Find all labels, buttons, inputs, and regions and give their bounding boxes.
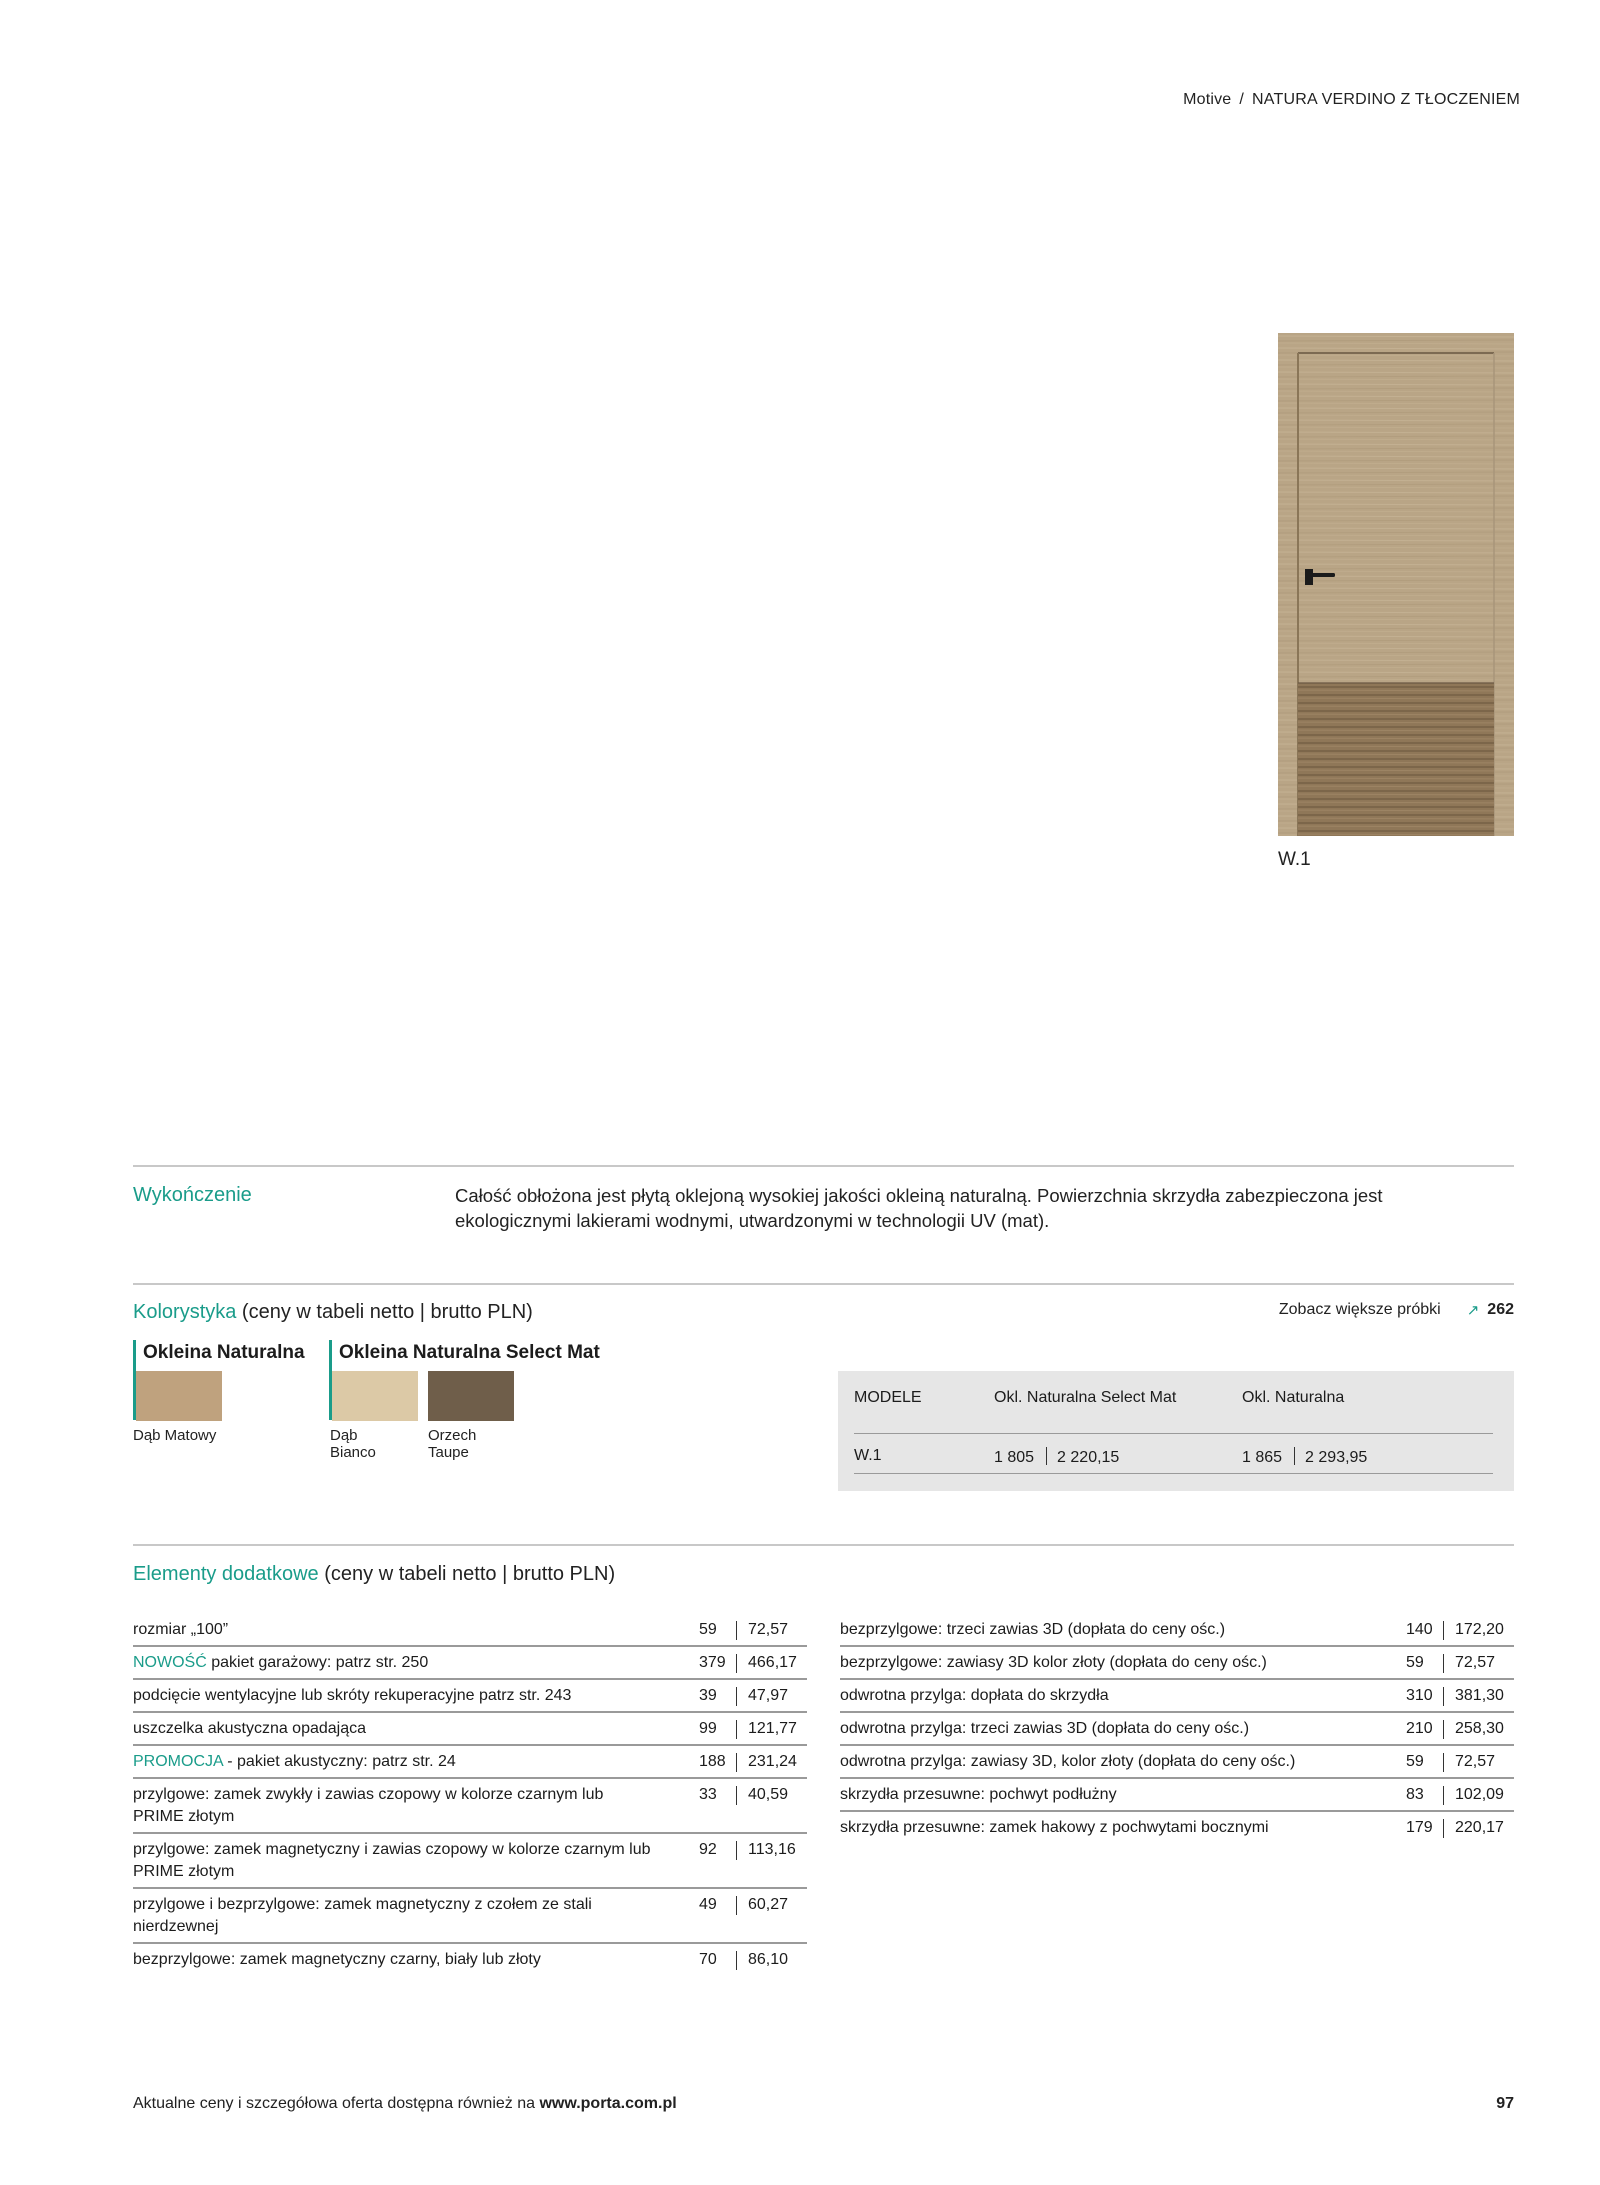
- extras-description-text: bezprzylgowe: zamek magnetyczny czarny, biały lub złoty: [133, 1951, 541, 1968]
- extras-price-net: 140: [1406, 1621, 1433, 1638]
- extras-price-net: 59: [699, 1621, 717, 1638]
- extras-description-text: skrzydła przesuwne: pochwyt podłużny: [840, 1786, 1117, 1803]
- price-header-select-mat: Okl. Naturalna Select Mat: [994, 1389, 1177, 1406]
- breadcrumb-separator: /: [1239, 91, 1245, 108]
- extras-price-net: 49: [699, 1896, 717, 1913]
- extras-price-net: 33: [699, 1786, 717, 1803]
- divider: [133, 1283, 1514, 1285]
- extras-description: [133, 1839, 653, 1883]
- extras-row: [133, 1746, 807, 1779]
- swatch-name-line: Dąb Matowy: [133, 1427, 217, 1444]
- extras-price-gross: 113,16: [748, 1841, 796, 1858]
- extras-list-left: [133, 1614, 807, 1975]
- extras-row: [840, 1680, 1514, 1713]
- price-select-mat: [994, 1447, 1119, 1467]
- extras-description: [133, 1685, 653, 1707]
- extras-price-net: 70: [699, 1951, 717, 1968]
- samples-page-number[interactable]: 262: [1487, 1301, 1514, 1318]
- price-net: 1 865: [1242, 1449, 1283, 1466]
- extras-description-text: - pakiet akustyczny: patrz str. 24: [222, 1753, 456, 1770]
- extras-price-gross: 47,97: [748, 1687, 789, 1704]
- footer-text: Aktualne ceny i szczegółowa oferta dostępna również na: [133, 2095, 540, 2112]
- door-figure: [1278, 333, 1514, 871]
- price-separator: [736, 1621, 737, 1640]
- samples-link[interactable]: [1279, 1301, 1514, 1319]
- breadcrumb: [1183, 91, 1520, 109]
- extras-price-net: 379: [699, 1654, 726, 1671]
- price-separator: [1443, 1621, 1444, 1640]
- extras-price-net: 83: [1406, 1786, 1424, 1803]
- door-image: [1278, 333, 1514, 836]
- extras-description-text: przylgowe: zamek zwykły i zawias czopowy w kolorze czarnym lub PRIME złotym: [133, 1786, 604, 1825]
- extras-row: [840, 1713, 1514, 1746]
- extras-price-gross: 72,57: [1455, 1654, 1496, 1671]
- extras-price-gross: 86,10: [748, 1951, 789, 1968]
- extras-price-gross: 60,27: [748, 1896, 789, 1913]
- extras-description-text: przylgowe: zamek magnetyczny i zawias czopowy w kolorze czarnym lub PRIME złotym: [133, 1841, 651, 1880]
- table-rule: [854, 1433, 1493, 1434]
- extras-tag: NOWOŚĆ: [133, 1654, 207, 1671]
- price-separator: [736, 1720, 737, 1739]
- extras-row: [133, 1889, 807, 1944]
- price-gross: 2 220,15: [1057, 1449, 1120, 1466]
- price-separator: [1443, 1819, 1444, 1838]
- extras-description: [133, 1751, 653, 1773]
- price-model: W.1: [854, 1447, 882, 1464]
- extras-price-gross: 466,17: [748, 1654, 797, 1671]
- swatch-name-line: Orzech: [428, 1427, 477, 1444]
- divider: [133, 1544, 1514, 1546]
- colors-title: [133, 1301, 533, 1324]
- extras-price-gross: 381,30: [1455, 1687, 1504, 1704]
- price-separator: [736, 1753, 737, 1772]
- price-separator: [736, 1654, 737, 1673]
- footer-note: [133, 2095, 677, 2113]
- swatch-name-line: Bianco: [330, 1444, 376, 1461]
- extras-list-right: [840, 1614, 1514, 1843]
- extras-row: [840, 1647, 1514, 1680]
- extras-description: [840, 1817, 1360, 1839]
- swatch-dab-bianco[interactable]: [332, 1371, 418, 1421]
- extras-description-text: pakiet garażowy: patrz str. 250: [206, 1654, 429, 1671]
- extras-price-gross: 40,59: [748, 1786, 789, 1803]
- extras-description-text: bezprzylgowe: zawiasy 3D kolor złoty (dopłata do ceny ośc.): [840, 1654, 1267, 1671]
- door-caption: W.1: [1278, 849, 1311, 870]
- extras-title-rest: (ceny w tabeli netto | brutto PLN): [318, 1563, 616, 1585]
- finish-label: Wykończenie: [133, 1184, 252, 1206]
- extras-price-net: 92: [699, 1841, 717, 1858]
- colors-title-rest: (ceny w tabeli netto | brutto PLN): [236, 1301, 533, 1323]
- extras-description-text: rozmiar „100”: [133, 1621, 229, 1638]
- extras-price-net: 39: [699, 1687, 717, 1704]
- extras-row: [840, 1779, 1514, 1812]
- extras-price-net: 99: [699, 1720, 717, 1737]
- swatch-name-line: Taupe: [428, 1444, 469, 1461]
- extras-price-net: 210: [1406, 1720, 1433, 1737]
- extras-price-net: 59: [1406, 1654, 1424, 1671]
- extras-row: [840, 1812, 1514, 1843]
- price-natural: [1242, 1447, 1367, 1467]
- extras-description: [840, 1718, 1360, 1740]
- extras-row: [133, 1680, 807, 1713]
- price-separator: [1443, 1786, 1444, 1805]
- extras-price-gross: 121,77: [748, 1720, 797, 1737]
- extras-price-gross: 220,17: [1455, 1819, 1504, 1836]
- swatch-orzech-taupe[interactable]: [428, 1371, 514, 1421]
- extras-price-gross: 172,20: [1455, 1621, 1504, 1638]
- price-separator: [1443, 1720, 1444, 1739]
- price-header-natural: Okl. Naturalna: [1242, 1389, 1345, 1406]
- extras-description: [133, 1619, 653, 1641]
- extras-description: [133, 1652, 653, 1674]
- table-rule: [854, 1473, 1493, 1474]
- price-separator: [1443, 1753, 1444, 1772]
- extras-row: [133, 1834, 807, 1889]
- extras-description: [840, 1685, 1360, 1707]
- swatch-group-title: Okleina Naturalna: [143, 1342, 305, 1363]
- extras-description-text: przylgowe i bezprzylgowe: zamek magnetyczny z czołem ze stali nierdzewnej: [133, 1896, 592, 1935]
- extras-row: [840, 1614, 1514, 1647]
- price-separator: [736, 1896, 737, 1915]
- extras-row: [133, 1944, 807, 1975]
- extras-row: [133, 1713, 807, 1746]
- extras-description-text: odwrotna przylga: dopłata do skrzydła: [840, 1687, 1109, 1704]
- price-separator: [1294, 1447, 1295, 1465]
- extras-description: [840, 1619, 1360, 1641]
- swatch-group-title: Okleina Naturalna Select Mat: [339, 1342, 600, 1363]
- extras-description-text: odwrotna przylga: trzeci zawias 3D (dopłata do ceny ośc.): [840, 1720, 1250, 1737]
- extras-description-text: bezprzylgowe: trzeci zawias 3D (dopłata do ceny ośc.): [840, 1621, 1226, 1638]
- price-table: [838, 1371, 1514, 1491]
- extras-price-net: 310: [1406, 1687, 1433, 1704]
- extras-description: [840, 1652, 1360, 1674]
- extras-description: [133, 1894, 653, 1938]
- colors-title-accent: Kolorystyka: [133, 1301, 237, 1323]
- extras-price-gross: 231,24: [748, 1753, 797, 1770]
- swatch-dab-matowy[interactable]: [136, 1371, 222, 1421]
- extras-row: [840, 1746, 1514, 1779]
- extras-row: [133, 1647, 807, 1680]
- price-gross: 2 293,95: [1305, 1449, 1368, 1466]
- finish-description: Całość obłożona jest płytą oklejoną wysokiej jakości okleiną naturalną. Powierzchnia skrzydła zabezpieczona jest ekologicznymi lakierami wodnymi, utwardzonymi w technologii UV (mat).: [455, 1185, 1383, 1231]
- extras-price-gross: 258,30: [1455, 1720, 1504, 1737]
- extras-description-text: skrzydła przesuwne: zamek hakowy z pochwytami bocznymi: [840, 1819, 1269, 1836]
- extras-tag: PROMOCJA: [133, 1753, 223, 1770]
- page-number: 97: [1496, 2095, 1514, 2112]
- price-separator: [1443, 1687, 1444, 1706]
- swatch-name: [133, 1427, 216, 1444]
- price-separator: [736, 1951, 737, 1970]
- arrow-up-right-icon[interactable]: ↗: [1466, 1302, 1480, 1319]
- extras-description: [840, 1784, 1360, 1806]
- extras-title-accent: Elementy dodatkowe: [133, 1563, 319, 1585]
- extras-description: [840, 1751, 1360, 1773]
- extras-description: [133, 1949, 653, 1971]
- divider: [133, 1165, 1514, 1167]
- footer-url-link[interactable]: www.porta.com.pl: [539, 2095, 677, 2112]
- price-separator: [1443, 1654, 1444, 1673]
- extras-price-net: 59: [1406, 1753, 1424, 1770]
- extras-price-gross: 72,57: [1455, 1753, 1496, 1770]
- price-separator: [736, 1687, 737, 1706]
- price-header-models: MODELE: [854, 1389, 922, 1406]
- extras-description-text: odwrotna przylga: zawiasy 3D, kolor złoty (dopłata do ceny ośc.): [840, 1753, 1296, 1770]
- extras-price-net: 188: [699, 1753, 726, 1770]
- swatch-name: [330, 1427, 376, 1461]
- extras-description: [133, 1784, 653, 1828]
- extras-description-text: podcięcie wentylacyjne lub skróty rekuperacyjne patrz str. 243: [133, 1687, 572, 1704]
- price-net: 1 805: [994, 1449, 1035, 1466]
- price-separator: [736, 1841, 737, 1860]
- price-separator: [1046, 1447, 1047, 1465]
- extras-row: [133, 1779, 807, 1834]
- extras-price-gross: 102,09: [1455, 1786, 1504, 1803]
- extras-title: [133, 1563, 615, 1586]
- extras-row: [133, 1614, 807, 1647]
- samples-link-label[interactable]: Zobacz większe próbki: [1278, 1301, 1441, 1318]
- extras-price-gross: 72,57: [748, 1621, 789, 1638]
- extras-description: [133, 1718, 653, 1740]
- breadcrumb-model: NATURA VERDINO Z TŁOCZENIEM: [1252, 91, 1520, 108]
- extras-description-text: uszczelka akustyczna opadająca: [133, 1720, 367, 1737]
- swatch-name-line: Dąb: [330, 1427, 358, 1444]
- price-separator: [736, 1786, 737, 1805]
- swatch-name: [428, 1427, 476, 1461]
- breadcrumb-collection[interactable]: Motive: [1183, 91, 1232, 108]
- extras-price-net: 179: [1406, 1819, 1433, 1836]
